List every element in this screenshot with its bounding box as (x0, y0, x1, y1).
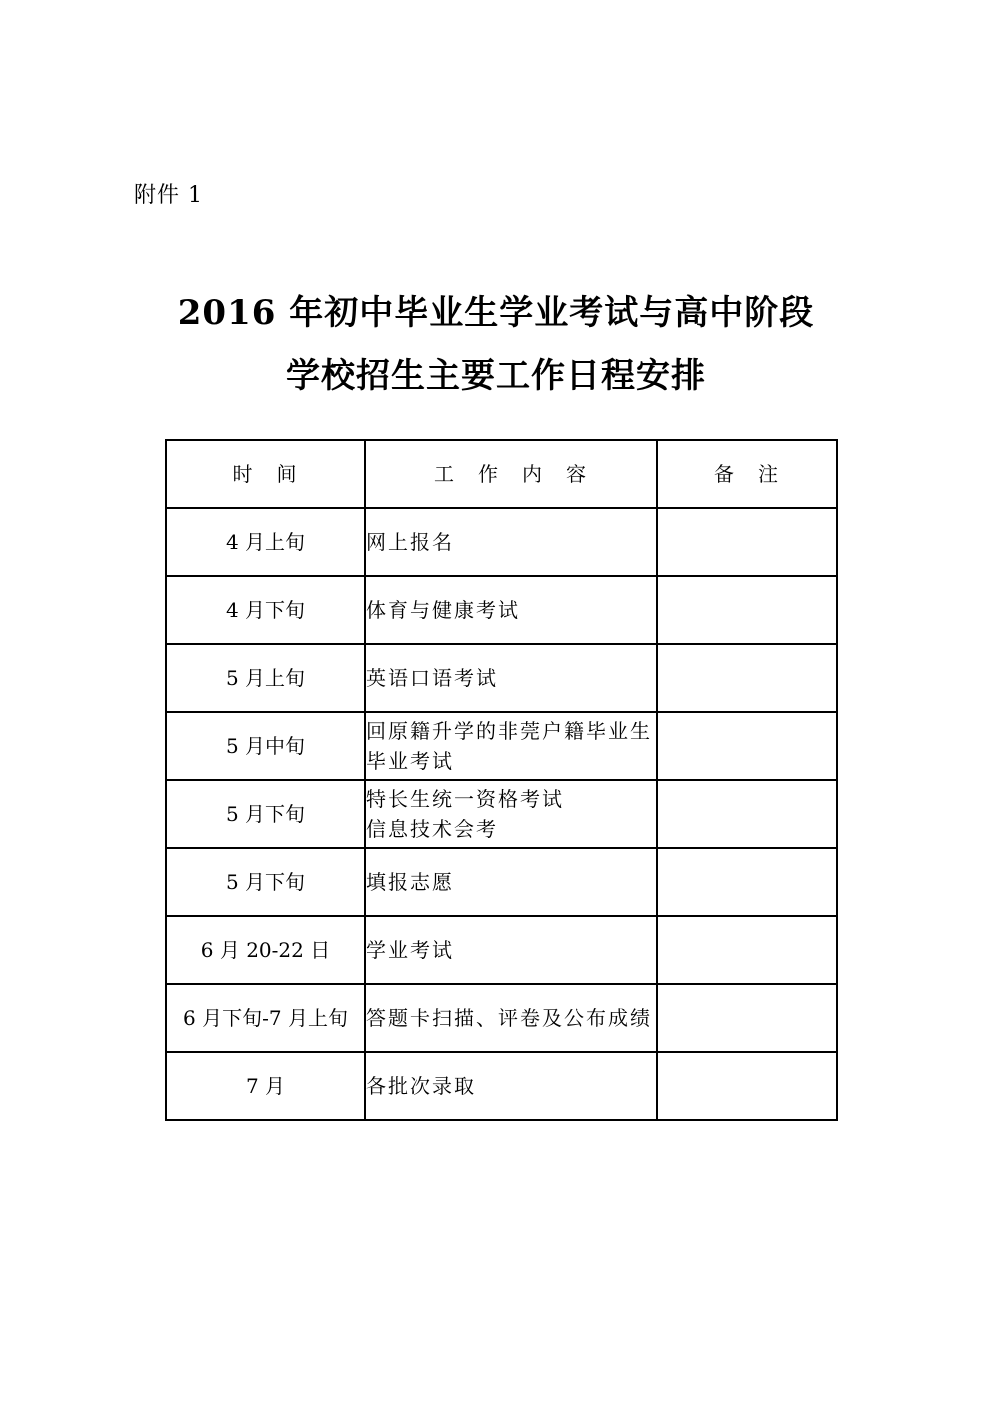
header-time: 时 间 (166, 440, 365, 508)
header-note: 备 注 (657, 440, 837, 508)
table-row (166, 916, 837, 984)
table-row (166, 848, 837, 916)
schedule-table (165, 439, 838, 1121)
time-cell: 5 月下旬 (166, 780, 365, 848)
content-cell: 特长生统一资格考试 信息技术会考 (365, 780, 657, 848)
table-row (166, 644, 837, 712)
table-row (166, 1052, 837, 1120)
note-cell (657, 1052, 837, 1120)
time-cell: 6 月 20-22 日 (166, 916, 365, 984)
document-title-line-2: 学校招生主要工作日程安排 (286, 356, 706, 396)
note-cell (657, 780, 837, 848)
table-row (166, 712, 837, 780)
time-cell: 6 月下旬-7 月上旬 (166, 984, 365, 1052)
note-cell (657, 576, 837, 644)
header-content: 工 作 内 容 (365, 440, 657, 508)
content-cell: 答题卡扫描、评卷及公布成绩 (365, 984, 657, 1052)
table-header-row (166, 440, 837, 508)
content-cell: 英语口语考试 (365, 644, 657, 712)
content-cell: 学业考试 (365, 916, 657, 984)
content-cell: 体育与健康考试 (365, 576, 657, 644)
table-row (166, 984, 837, 1052)
time-cell: 5 月上旬 (166, 644, 365, 712)
document-title-line-1: 2016 年初中毕业生学业考试与高中阶段 (177, 293, 815, 333)
content-cell: 填报志愿 (365, 848, 657, 916)
time-cell: 7 月 (166, 1052, 365, 1120)
time-cell: 5 月下旬 (166, 848, 365, 916)
content-cell: 回原籍升学的非莞户籍毕业生毕业考试 (365, 712, 657, 780)
time-cell: 4 月上旬 (166, 508, 365, 576)
table-row (166, 508, 837, 576)
time-cell: 4 月下旬 (166, 576, 365, 644)
note-cell (657, 644, 837, 712)
note-cell (657, 848, 837, 916)
note-cell (657, 984, 837, 1052)
content-cell: 各批次录取 (365, 1052, 657, 1120)
note-cell (657, 712, 837, 780)
time-cell: 5 月中旬 (166, 712, 365, 780)
note-cell (657, 916, 837, 984)
content-cell: 网上报名 (365, 508, 657, 576)
note-cell (657, 508, 837, 576)
table-row (166, 576, 837, 644)
attachment-label: 附件 1 (134, 183, 203, 208)
table-row (166, 780, 837, 848)
